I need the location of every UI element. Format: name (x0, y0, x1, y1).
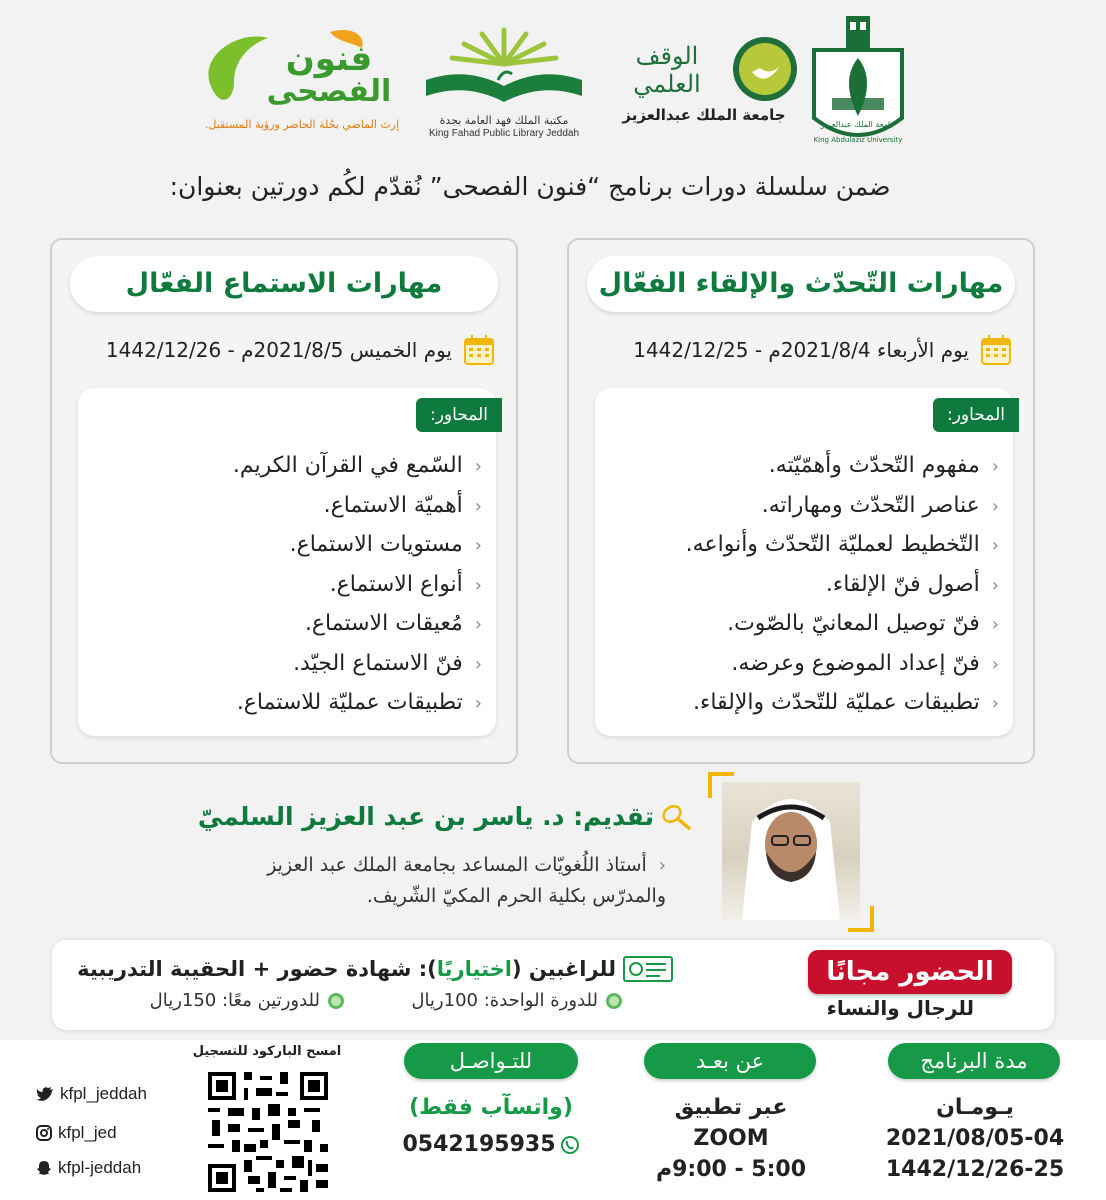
presenter-name: تقديم: د. ياسر بن عبد العزيز السلميّ (198, 802, 694, 832)
chevron-left-icon: ‹ (991, 653, 999, 675)
course-card-listening (50, 238, 518, 764)
instagram-handle[interactable]: kfpl_jed (36, 1123, 117, 1143)
topics-box (78, 388, 496, 736)
contact-phone: 0542195935 (402, 1132, 556, 1157)
fonoon-alfusha-logo (190, 24, 410, 144)
registration-qr-code[interactable] (204, 1068, 332, 1196)
list-item: ‹مفهوم التّحدّث وأهمّيّته. (609, 446, 999, 486)
topics-label: المحاور: (933, 398, 1019, 432)
calendar-icon (462, 333, 496, 367)
duration-gregorian: 2021/08/05-04 (885, 1126, 1065, 1151)
chevron-left-icon: ‹ (991, 574, 999, 596)
duration-value: يـومـان (936, 1095, 1014, 1120)
certificate-offer: للراغبين ( اختياريًا ): شهادة حضور + الحقيبة التدريبية (77, 954, 674, 984)
page-headline: ضمن سلسلة دورات برنامج “فنون الفصحى” نُقدّم لكُم دورتين بعنوان: (169, 172, 891, 201)
list-item: ‹عناصر التّحدّث ومهاراته. (609, 486, 999, 526)
optional-text: اختياريًا (436, 957, 512, 981)
contact-phone-row (386, 1129, 596, 1160)
snapchat-icon (36, 1160, 52, 1176)
chevron-left-icon: ‹ (474, 693, 482, 714)
remote-time: 5:00 - 9:00م (655, 1157, 807, 1182)
waqf-title: الوقف العلمي (633, 42, 701, 98)
list-item: ‹مُعيقات الاستماع. (92, 604, 482, 644)
calendar-icon (979, 333, 1013, 367)
certificate-icon (622, 954, 674, 984)
list-item: ‹أنواع الاستماع. (92, 565, 482, 605)
topics-label: المحاور: (416, 398, 502, 432)
presenter-bio-line: والمدرّس بكلية الحرم المكيّ الشّريف. (366, 885, 666, 907)
chevron-left-icon: ‹ (991, 693, 999, 714)
list-item: ‹التّخطيط لعمليّة التّحدّث وأنواعه. (609, 525, 999, 565)
presenter-photo (722, 782, 860, 920)
library-name-en: King Fahad Public Library Jeddah (428, 128, 580, 140)
chevron-left-icon: ‹ (474, 574, 482, 596)
chevron-left-icon: ‹ (991, 535, 999, 556)
course-title: مهارات الاستماع الفعّال (70, 256, 498, 312)
chevron-left-icon: ‹ (991, 495, 999, 517)
fonoon-line2: الفصحى (266, 74, 392, 109)
topics-box (595, 388, 1013, 736)
chevron-left-icon: ‹ (474, 614, 482, 635)
whatsapp-icon (560, 1135, 580, 1155)
course-date-text: يوم الأربعاء 2021/8/4م - 1442/12/25 (633, 338, 969, 362)
list-item: ‹مستويات الاستماع. (92, 525, 482, 565)
contact-note: (واتسآب فقط) (409, 1095, 573, 1120)
waqf-ilmi-logo (608, 30, 800, 140)
kau-logo (806, 14, 910, 150)
microphone-icon (660, 804, 694, 832)
price-both: للدورتين معًا: 150ريال (150, 990, 344, 1011)
king-fahad-library-logo (416, 24, 592, 144)
chevron-left-icon: ‹ (991, 614, 999, 635)
presenter-photo-frame (708, 772, 874, 932)
list-item: ‹أهميّة الاستماع. (92, 486, 482, 526)
chevron-left-icon: ‹ (474, 495, 482, 517)
instagram-icon (36, 1125, 52, 1141)
fonoon-line1: فنون (285, 39, 373, 79)
duration-info (870, 1092, 1080, 1185)
open-book-sunrise-icon (416, 24, 592, 110)
duration-hijri: 1442/12/26-25 (885, 1157, 1065, 1182)
price-single: للدورة الواحدة: 100ريال (411, 990, 622, 1011)
qr-caption: امسح الباركود للتسجيل (192, 1044, 342, 1059)
fonoon-tagline: إرث الماضي بحُلة الحاضر ورؤية المستقبل. (204, 118, 400, 131)
waqf-university: جامعة الملك عبدالعزيز (622, 106, 786, 124)
library-name-ar: مكتبة الملك فهد العامة بجدة (439, 114, 569, 127)
remote-label: عن بعـد (644, 1043, 816, 1079)
chevron-left-icon: ‹ (658, 855, 666, 876)
course-date (589, 332, 1013, 368)
snapchat-handle[interactable]: kfpl-jeddah (36, 1158, 141, 1178)
chevron-left-icon: ‹ (474, 653, 482, 675)
twitter-handle[interactable]: kfpl_jeddah (36, 1084, 147, 1104)
contact-info (386, 1092, 596, 1160)
remote-platform-name: ZOOM (693, 1126, 769, 1151)
course-date-text: يوم الخميس 2021/8/5م - 1442/12/26 (105, 338, 452, 362)
course-title: مهارات التّحدّث والإلقاء الفعّال (587, 256, 1015, 312)
chevron-left-icon: ‹ (474, 456, 482, 477)
bullet-dot-icon (606, 993, 622, 1009)
kau-name-en: King Abdulaziz University (813, 136, 903, 144)
course-card-speaking (567, 238, 1035, 764)
topics-list (92, 446, 482, 723)
chevron-left-icon: ‹ (991, 456, 999, 477)
list-item: ‹أصول فنّ الإلقاء. (609, 565, 999, 605)
list-item: ‹فنّ إعداد الموضوع وعرضه. (609, 644, 999, 684)
attendance-bar (52, 940, 1054, 1030)
list-item: ‹فنّ توصيل المعانيّ بالصّوت. (609, 604, 999, 644)
list-item: ‹السّمع في القرآن الكريم. (92, 446, 482, 486)
list-item: ‹تطبيقات عمليّة للتّحدّث والإلقاء. (609, 683, 999, 723)
presenter-bio (267, 850, 666, 912)
waqf-emblem-icon (730, 34, 800, 104)
remote-platform-line: عبر تطبيق (674, 1095, 788, 1120)
kau-crest-icon (806, 14, 910, 150)
twitter-icon (36, 1086, 54, 1102)
chevron-left-icon: ‹ (474, 535, 482, 556)
presenter-bio-line: ‹أستاذ اللُغويّات المساعد بجامعة الملك عبد العزيز (267, 850, 666, 881)
bullet-dot-icon (328, 993, 344, 1009)
audience-text: للرجال والنساء (826, 996, 974, 1020)
course-date (72, 332, 496, 368)
duration-label: مدة البرنامج (888, 1043, 1060, 1079)
list-item: ‹فنّ الاستماع الجيّد. (92, 644, 482, 684)
remote-info (626, 1092, 836, 1185)
topics-list (609, 446, 999, 723)
free-attendance-badge: الحضور مجانًا (808, 950, 1012, 994)
list-item: ‹تطبيقات عمليّة للاستماع. (92, 683, 482, 723)
kau-crest-text: جامعة الملك عبدالعزيز (820, 120, 896, 129)
contact-label: للتـواصـل (404, 1043, 578, 1079)
